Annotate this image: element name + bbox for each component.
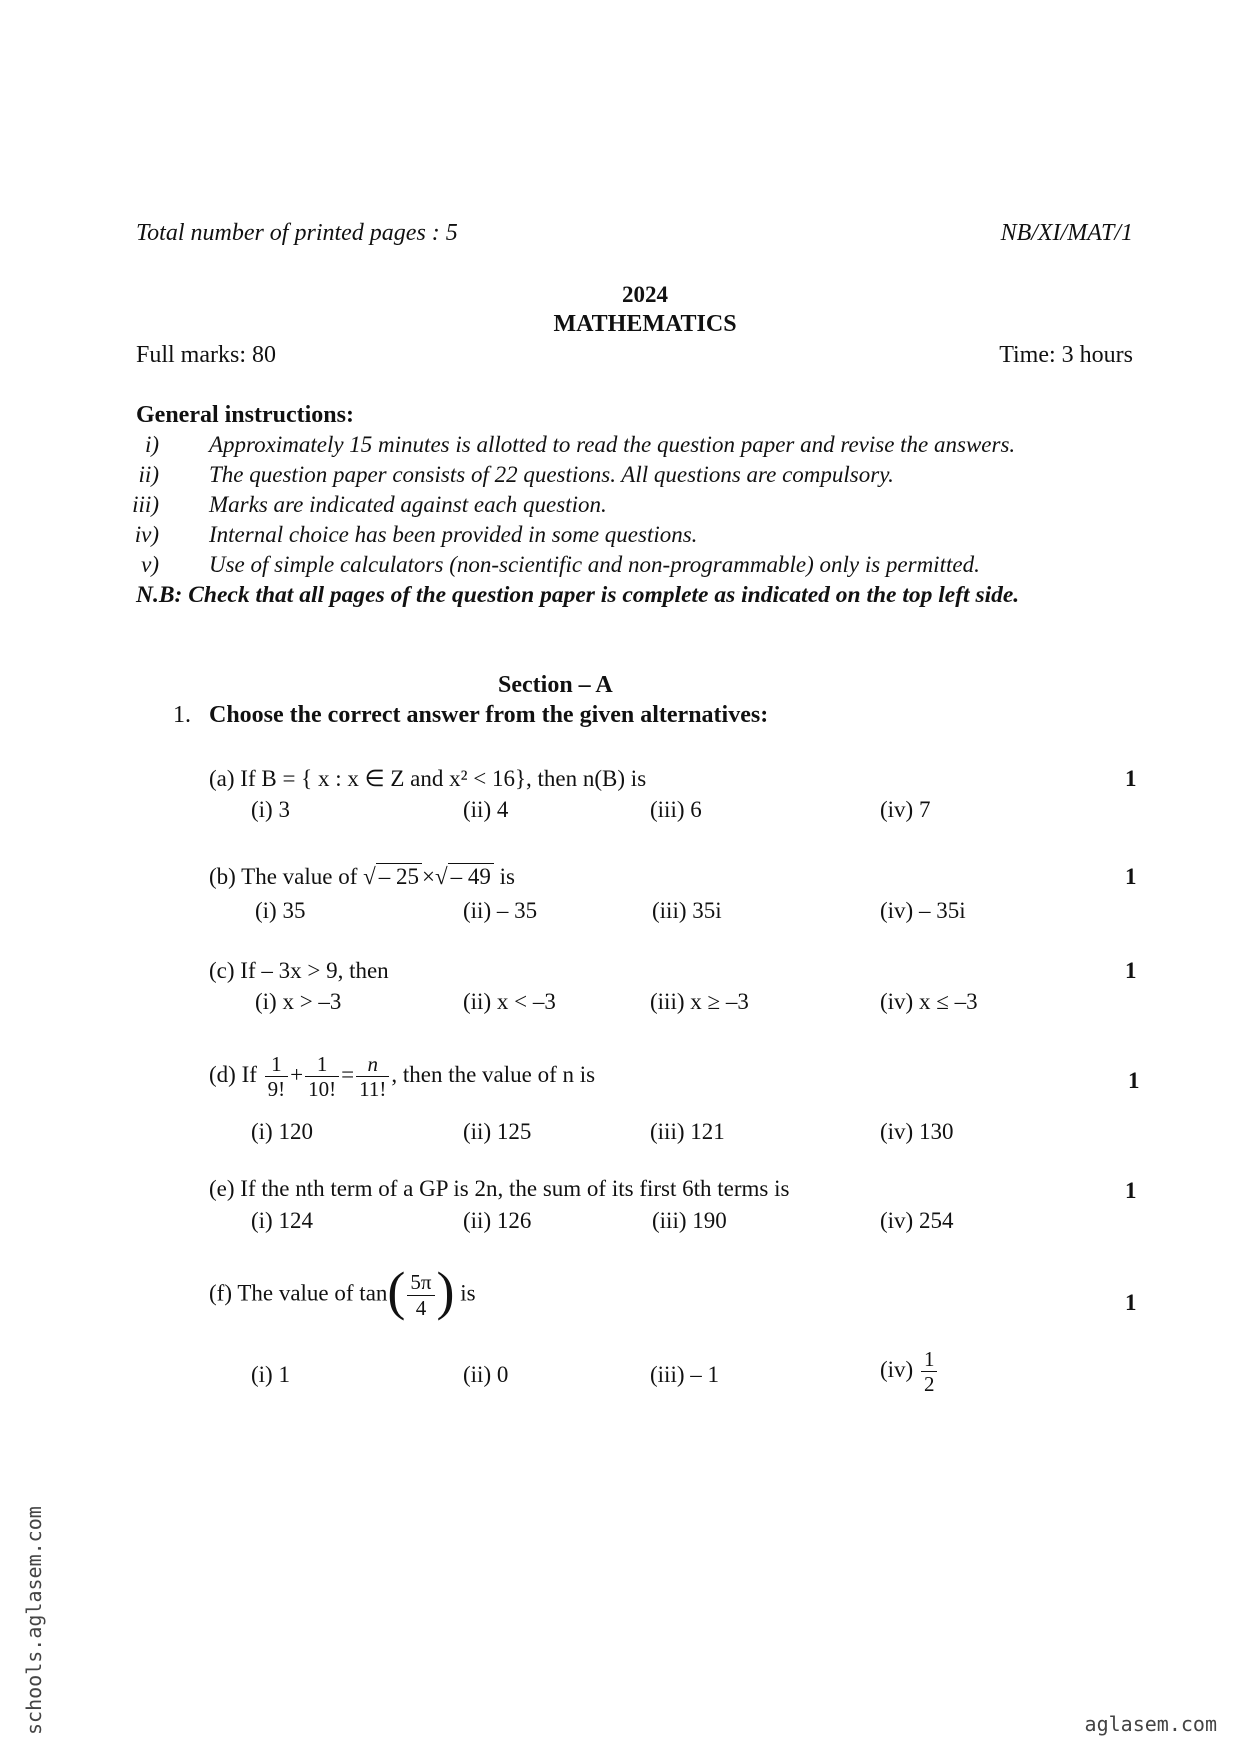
question-text: If B = { x : x ∈ Z and x² < 16}, then n(B) is [240, 766, 647, 791]
option: (iv) x ≤ –3 [880, 989, 978, 1014]
option-value: 254 [918, 1208, 954, 1233]
option: (ii) 0 [463, 1362, 509, 1387]
fraction [356, 1052, 389, 1101]
option: (iii) – 1 [650, 1362, 719, 1387]
numerator: 1 [265, 1052, 289, 1077]
instruction-num: i) [144, 432, 159, 457]
instruction-text: Approximately 15 minutes is allotted to read the question paper and revise the answers. [209, 432, 1016, 457]
option: (i) 120 [251, 1119, 313, 1144]
marks: 1 [1125, 864, 1137, 889]
printed-pages: Total number of printed pages : 5 [136, 220, 458, 246]
instruction-num: iii) [132, 492, 159, 517]
fraction [921, 1347, 938, 1396]
option: (ii) x < –3 [463, 989, 556, 1014]
paper-code: NB/XI/MAT/1 [1000, 220, 1133, 246]
instruction-num: ii) [138, 462, 159, 487]
option-label: (iv) [880, 1356, 914, 1382]
question-text: is [460, 1280, 476, 1306]
option [880, 1208, 953, 1234]
denominator: 9! [267, 1077, 286, 1102]
option: (iii) 6 [650, 797, 702, 822]
instruction-text: The question paper consists of 22 questions. All questions are compulsory. [209, 462, 894, 487]
option: (ii) 4 [463, 797, 509, 822]
numerator: n [356, 1052, 389, 1077]
sqrt-expression: √ – 25 [363, 864, 422, 890]
numerator: 5π [407, 1270, 434, 1295]
option: (i) x > –3 [255, 989, 342, 1014]
watermark-left: schools.aglasem.com [22, 1506, 46, 1735]
option: (i) 1 [251, 1362, 290, 1387]
radicand: – 49 [448, 863, 494, 889]
option: (i) 35 [255, 898, 306, 923]
question-label: (b) [209, 864, 236, 889]
question-text: The value of tan [237, 1280, 388, 1306]
denominator: 4 [415, 1295, 427, 1320]
section-title: Section – A [498, 672, 613, 698]
instruction-num: iv) [134, 522, 159, 547]
option: (iii) 190 [652, 1208, 727, 1233]
question-e [209, 1176, 789, 1202]
option: (i) 3 [251, 797, 290, 822]
times-sign: × [422, 864, 436, 889]
instruction-item [0, 522, 1239, 552]
sqrt-expression: √ – 49 [435, 864, 494, 890]
instruction-item [0, 432, 1239, 462]
option: (ii) – 35 [463, 898, 538, 923]
option: (iii) 35i [652, 898, 722, 923]
subject-title: MATHEMATICS [553, 311, 737, 337]
question-label: (f) [209, 1280, 232, 1306]
instruction-item [0, 462, 1239, 492]
question-text: If – 3x > 9, then [240, 958, 389, 983]
right-paren-icon: ) [436, 1261, 455, 1321]
question-f [209, 1261, 476, 1322]
option: (iii) 121 [650, 1119, 725, 1144]
radicand: – 25 [376, 863, 422, 889]
question-text: The value of [241, 864, 358, 889]
marks: 1 [1128, 1068, 1140, 1093]
denominator: 11! [359, 1077, 387, 1102]
question-label: (c) [209, 958, 235, 983]
plus-sign: + [290, 1061, 304, 1087]
option: (iv) 130 [880, 1119, 954, 1144]
option: (iv) – 35i [880, 898, 966, 923]
denominator: 2 [923, 1372, 935, 1397]
question-text: If the nth term of a GP is 2n, the sum of its first 6th terms is [240, 1176, 790, 1201]
nb-note: N.B: Check that all pages of the question paper is complete as indicated on the top left side. [136, 582, 1020, 608]
instruction-num: v) [141, 552, 159, 577]
numerator: 1 [305, 1052, 339, 1077]
question-label: (a) [209, 766, 235, 791]
fraction [265, 1052, 289, 1101]
option: (ii) 125 [463, 1119, 532, 1144]
fraction [407, 1270, 434, 1319]
option: (i) 124 [251, 1208, 313, 1233]
question-prompt: Choose the correct answer from the given alternatives: [209, 702, 769, 728]
marks: 1 [1125, 958, 1137, 983]
instruction-text: Marks are indicated against each question. [209, 492, 607, 517]
question-b [209, 864, 515, 890]
option: (ii) 126 [463, 1208, 532, 1233]
equals-sign: = [341, 1061, 355, 1087]
option: (iv) 7 [880, 797, 931, 822]
instruction-text: Use of simple calculators (non-scientific and non-programmable) only is permitted. [209, 552, 980, 577]
question-a [209, 766, 646, 792]
question-label: (e) [209, 1176, 235, 1201]
fraction [305, 1052, 339, 1101]
marks: 1 [1125, 1290, 1137, 1315]
left-paren-icon: ( [387, 1261, 406, 1321]
instruction-text: Internal choice has been provided in some questions. [209, 522, 698, 547]
denominator: 10! [308, 1077, 337, 1102]
instruction-item [0, 492, 1239, 522]
full-marks: Full marks: 80 [136, 342, 277, 368]
marks: 1 [1125, 766, 1137, 791]
question-d [209, 1052, 595, 1101]
option-label: (iv) [880, 1208, 914, 1233]
numerator: 1 [921, 1347, 938, 1372]
marks: 1 [1125, 1178, 1137, 1203]
question-text: , then the value of n is [391, 1061, 596, 1087]
option [880, 1347, 939, 1396]
instructions-title: General instructions: [136, 402, 354, 428]
exam-time: Time: 3 hours [999, 342, 1133, 368]
question-label: (d) [209, 1061, 236, 1087]
instruction-item [0, 552, 1239, 582]
watermark-right: aglasem.com [1084, 1712, 1217, 1736]
question-c [209, 958, 389, 984]
question-text: is [499, 864, 515, 889]
question-number: 1. [173, 702, 191, 728]
question-text: If [241, 1061, 257, 1087]
exam-year: 2024 [622, 282, 668, 307]
option: (iii) x ≥ –3 [650, 989, 749, 1014]
